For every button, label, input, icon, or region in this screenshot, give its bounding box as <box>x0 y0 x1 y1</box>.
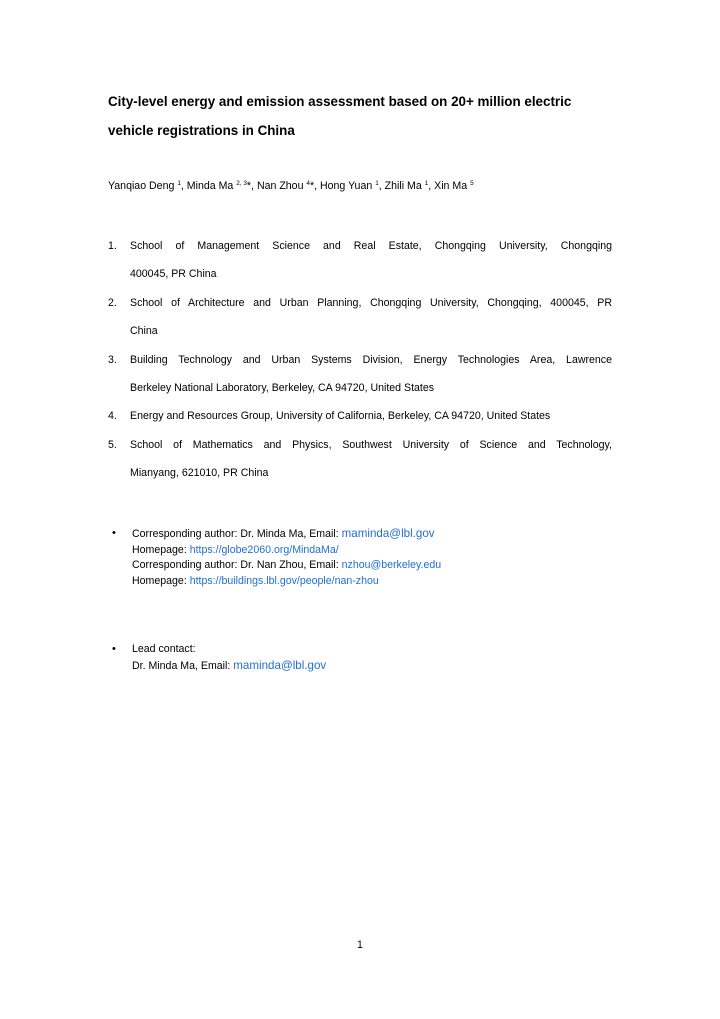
corresponding-author-label: Corresponding author: Dr. Nan Zhou, Email: <box>132 559 342 571</box>
corresponding-authors <box>112 526 612 589</box>
affiliation-line: Berkeley National Laboratory, Berkeley, CA 94720, United States <box>130 382 435 395</box>
lead-contact-line <box>132 658 612 675</box>
paper-title <box>108 88 628 145</box>
author-name: Minda Ma <box>186 180 234 192</box>
author-name: Xin Ma <box>434 180 468 192</box>
affiliation-number: 2. <box>108 296 117 309</box>
affiliation-item <box>108 289 612 346</box>
author-affiliation-mark: 1 <box>177 180 181 187</box>
affiliation-line: School of Mathematics and Physics, Southwest University of Science and Technology, <box>130 438 612 451</box>
corresponding-author-label: Corresponding author: Dr. Minda Ma, Email: <box>132 528 342 540</box>
title-line-1: City-level energy and emission assessment based on 20+ million electric <box>108 94 572 109</box>
corresponding-author-line <box>132 526 612 543</box>
homepage-line <box>132 543 612 559</box>
homepage-label: Homepage: <box>132 543 190 556</box>
affiliation-item <box>108 431 612 488</box>
affiliation-line: 400045, PR China <box>130 268 217 281</box>
affiliation-item <box>108 232 612 289</box>
affiliation-item <box>108 402 612 430</box>
homepage-link[interactable]: https://globe2060.org/MindaMa/ <box>189 543 339 556</box>
homepage-label: Homepage: <box>132 574 190 587</box>
lead-contact-name: Dr. Minda Ma, Email: <box>132 659 234 672</box>
author-affiliation-mark: 1 <box>375 180 379 187</box>
affiliation-line: School of Management Science and Real Estate, Chongqing University, Chongqing <box>130 240 612 252</box>
affiliation-line: School of Architecture and Urban Planning, Chongqing University, Chongqing, 400045, PR <box>130 296 612 309</box>
affiliation-item <box>108 346 612 403</box>
email-link[interactable]: maminda@lbl.gov <box>341 527 435 540</box>
corresponding-author-line <box>132 558 612 574</box>
affiliation-number: 3. <box>108 353 117 366</box>
author-affiliation-mark: 1 <box>424 180 429 187</box>
homepage-link[interactable]: https://buildings.lbl.gov/people/nan-zhou <box>189 574 379 587</box>
affiliation-number: 1. <box>108 240 117 252</box>
author-name: Nan Zhou <box>256 180 304 192</box>
affiliation-line: Building Technology and Urban Systems Division, Energy Technologies Area, Lawrence <box>130 353 612 366</box>
corresponding-mark: * <box>246 180 252 192</box>
author-name: Hong Yuan <box>320 180 373 192</box>
homepage-line <box>132 574 612 590</box>
author-list: Yanqiao Deng $^1$, Minda Ma $^{2, 3}$*, Nan Zhou $^4$*, Hong Yuan $^1$, Zhili Ma $^1$, Xin Ma $^5$ <box>108 180 474 192</box>
affiliation-line: Energy and Resources Group, University of California, Berkeley, CA 94720, United States <box>130 410 551 423</box>
author-name: Yanqiao Deng <box>108 180 175 192</box>
affiliation-number: 4. <box>108 410 117 423</box>
affiliation-line: Mianyang, 621010, PR China <box>130 467 269 480</box>
author-affiliation-mark: 5 <box>470 180 474 187</box>
author-affiliation-mark: 2, 3 <box>236 180 247 187</box>
email-link[interactable]: nzhou@berkeley.edu <box>341 559 442 571</box>
affiliation-list <box>108 232 612 488</box>
affiliation-number: 5. <box>108 438 117 451</box>
email-link[interactable]: maminda@lbl.gov <box>233 658 327 672</box>
affiliation-line: China <box>130 325 158 338</box>
author-name: Zhili Ma <box>384 180 422 192</box>
author-affiliation-mark: 4 <box>306 180 310 187</box>
bullet-icon: • <box>112 643 116 655</box>
bullet-icon: • <box>112 527 116 539</box>
lead-contact <box>112 642 612 674</box>
corresponding-mark: * <box>309 180 315 192</box>
title-line-2: vehicle registrations in China <box>108 122 295 138</box>
page-number: 1 <box>357 939 363 951</box>
lead-contact-label: Lead contact: <box>132 643 196 655</box>
